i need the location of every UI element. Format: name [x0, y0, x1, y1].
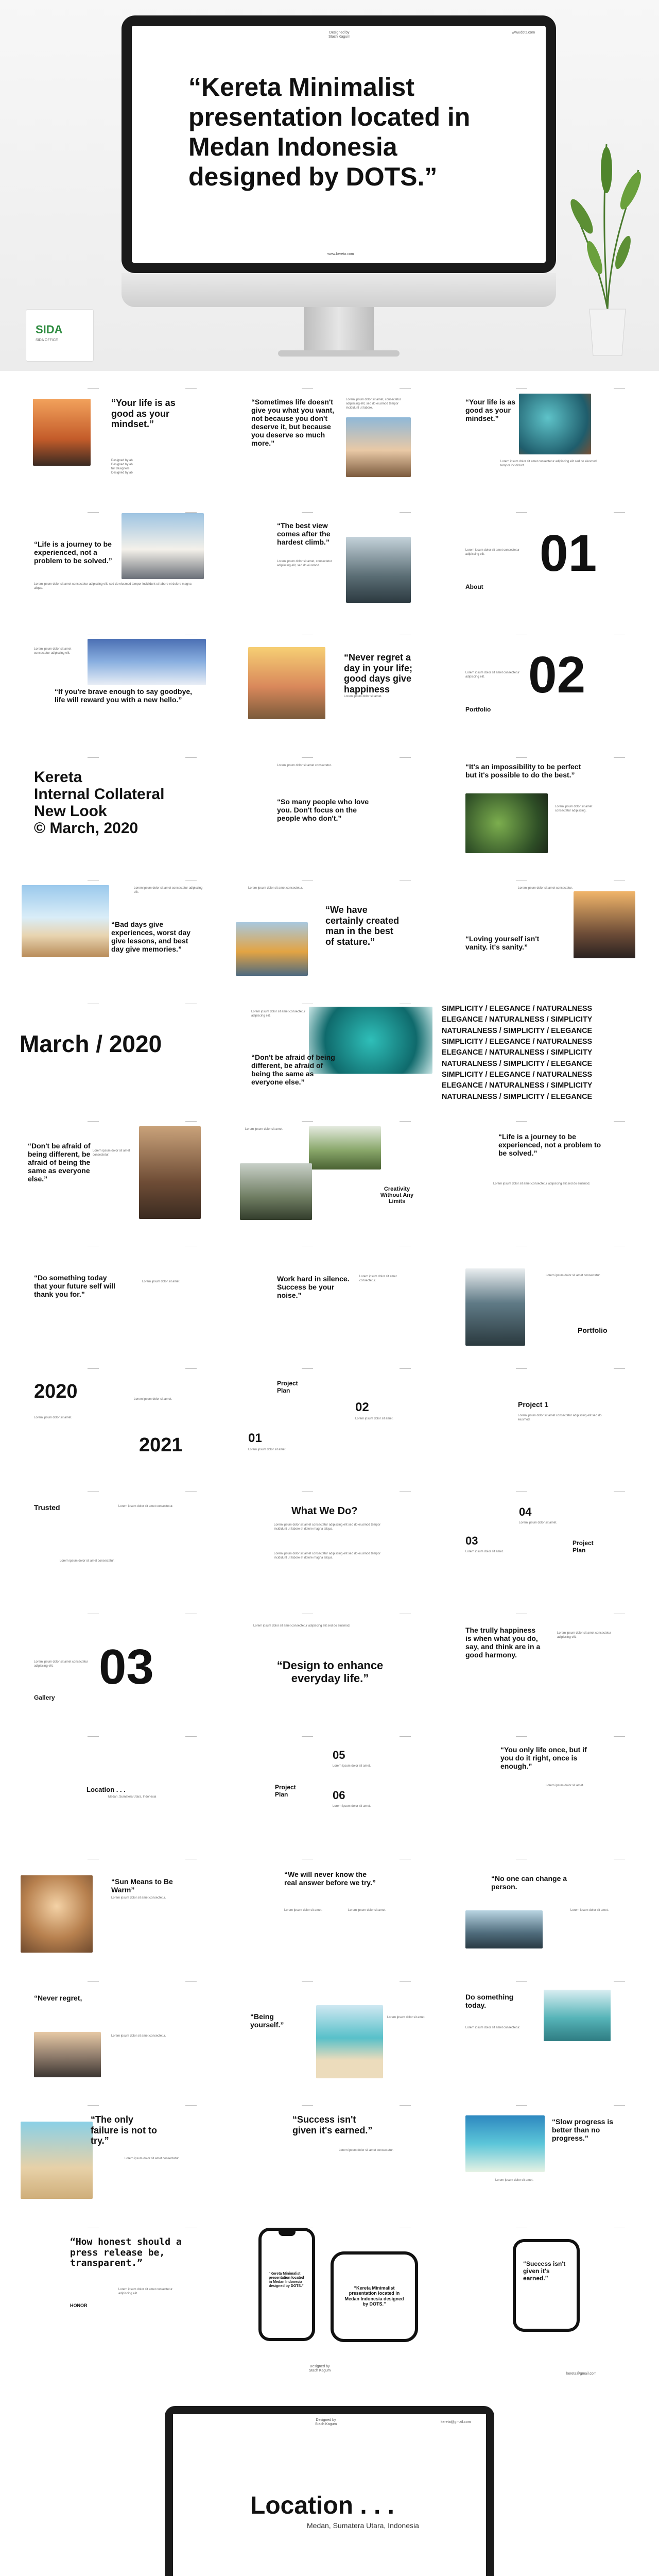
slide-28-body-b: Lorem ipsum dolor sit amet consectetur. — [60, 1560, 115, 1563]
slide-22-body: Lorem ipsum dolor sit amet. — [142, 1280, 181, 1283]
beach-woman-image — [316, 2005, 383, 2078]
hero-section — [0, 0, 659, 371]
slide-34 — [10, 1734, 220, 1852]
slide-37-body: Lorem ipsum dolor sit amet consectetur. — [111, 1896, 166, 1900]
slide-7-quote: “If you're brave enough to say goodbye, life will reward you with a new hello.” — [55, 687, 193, 704]
slide-8-quote: “Never regret a day in your life; good days give happiness — [344, 652, 413, 695]
footer-screen-top-right-small: kereta@gmail.com — [441, 2420, 471, 2424]
slide-14 — [224, 878, 435, 995]
slide-4-quote: “Life is a journey to be experienced, not a problem to be solved.” — [34, 540, 112, 565]
calendar-subtitle: SIDA OFFICE — [36, 338, 58, 342]
slide-14-quote: “We have certainly created man in the best of stature.” — [325, 905, 400, 947]
slide-3-quote: “Your life is as good as your mindset.” — [465, 398, 515, 423]
footer-screen-top-small: Designed by Stach Kagum — [315, 2418, 337, 2427]
beach-jump-image — [21, 2122, 93, 2199]
phone-1-text: “Kereta Minimalist presentation located in Medan Indonesia designed by DOTS.” — [269, 2272, 304, 2289]
slide-25-year2: 2021 — [139, 1434, 183, 1456]
slide-23-body: Lorem ipsum dolor sit amet consectetur. — [359, 1275, 397, 1283]
slide-3 — [439, 386, 649, 504]
elegance-line: SIMPLICITY / ELEGANCE / NATURALNESS — [442, 1070, 593, 1079]
slide-19-body: Lorem ipsum dolor sit amet consectetur. — [93, 1149, 130, 1157]
slide-27 — [439, 1366, 649, 1484]
slide-12-quote: “It's an impossibility to be perfect but it's possible to do the best.” — [465, 762, 581, 779]
slide-35-num2: 06 — [333, 1789, 345, 1802]
slide-38-body-b: Lorem ipsum dolor sit amet. — [348, 1909, 387, 1912]
slide-15 — [439, 878, 649, 995]
sunset-man-image — [574, 891, 635, 958]
slide-12 — [439, 755, 649, 873]
phone-mockup-3 — [513, 2239, 580, 2332]
phone-mockup-1 — [258, 2228, 315, 2341]
footer-monitor-screen — [173, 2414, 486, 2576]
slide-35-body-b: Lorem ipsum dolor sit amet. — [333, 1805, 371, 1808]
slide-41-quote: “Being yourself.” — [250, 2012, 284, 2029]
slide-24 — [439, 1244, 649, 1361]
slide-22 — [10, 1244, 220, 1361]
slide-43-body: Lorem ipsum dolor sit amet consectetur. — [125, 2157, 180, 2160]
slide-30-num2: 04 — [519, 1505, 532, 1518]
footer-subtitle: Medan, Sumatera Utara, Indonesia — [307, 2521, 419, 2530]
slide-19-quote: “Don't be afraid of being different, be afraid of being the same as everyone else.” — [28, 1142, 91, 1183]
hero-monitor-chin — [122, 273, 556, 307]
hero-monitor-base — [278, 350, 400, 357]
slide-26-body-b: Lorem ipsum dolor sit amet. — [248, 1448, 287, 1451]
slide-40-quote: “Never regret, — [34, 1994, 82, 2002]
phone-3-text: “Success isn't given it's earned.” — [523, 2260, 566, 2282]
slide-2 — [224, 386, 435, 504]
hero-top-right-small: www.dots.com — [512, 31, 535, 35]
slide-32 — [224, 1612, 435, 1729]
elegance-line: ELEGANCE / NATURALNESS / SIMPLICITY — [442, 1048, 593, 1057]
slide-21-quote: “Life is a journey to be experienced, not a problem to be solved.” — [498, 1132, 601, 1158]
lagoon-boat-image — [544, 1990, 611, 2041]
slide-48 — [439, 2226, 649, 2343]
slide-11-quote: “So many people who love you. Don't focus on the people who don't.” — [277, 798, 369, 823]
slide-38-quote: “We will never know the real answer before we try.” — [284, 1870, 376, 1887]
tropical-island-image — [465, 2115, 545, 2172]
road-image — [34, 2032, 101, 2077]
slide-26 — [224, 1366, 435, 1484]
slide-14-body: Lorem ipsum dolor sit amet consectetur. — [248, 887, 303, 890]
slide-39-quote: “No one can change a person. — [491, 1874, 567, 1891]
slide-5-body: Lorem ipsum dolor sit amet, consectetur adipiscing elit, sed do eiusmod. — [277, 560, 332, 568]
calendar-logo: SIDA — [36, 323, 63, 336]
slide-44 — [224, 2103, 435, 2221]
phone-2-text: “Kereta Minimalist presentation located in Medan Indonesia designed by DOTS.” — [344, 2285, 404, 2307]
slide-27-label: Project 1 — [518, 1400, 549, 1409]
beach-chairs-image — [22, 885, 109, 957]
mountain-woman-image — [122, 513, 204, 579]
slide-26-num1: 01 — [248, 1431, 262, 1445]
slide-40-body: Lorem ipsum dolor sit amet consectetur. — [111, 2035, 166, 2038]
slide-1-quote: “Your life is as good as your mindset.” — [111, 398, 176, 430]
slide-27-body: Lorem ipsum dolor sit amet consectetur adipiscing elit sed do eiusmod. — [518, 1414, 602, 1422]
slide-34-body: Medan, Sumatera Utara, Indonesia — [108, 1795, 157, 1799]
slide-11-body: Lorem ipsum dolor sit amet consectetur. — [277, 764, 332, 767]
slide-17 — [224, 1002, 435, 1119]
slide-13 — [10, 878, 220, 995]
slide-1-body: Designed by ab Designed by ab full designers Designed by ab — [111, 459, 133, 475]
slide-29-body-a: Lorem ipsum dolor sit amet consectetur adipiscing elit sed do eiusmod tempor incididunt ut labore et dolore magna aliqua. — [274, 1523, 381, 1531]
elegance-line: NATURALNESS / SIMPLICITY / ELEGANCE — [442, 1059, 593, 1068]
slide-21-body: Lorem ipsum dolor sit amet consectetur adipiscing elit sed do eiusmod. — [493, 1182, 591, 1185]
beach-umbrella-image — [346, 417, 411, 477]
slide-13-quote: “Bad days give experiences, worst day give lessons, and best day give memories.” — [111, 920, 191, 954]
slide-9-label: Portfolio — [465, 706, 491, 713]
desk-calendar — [26, 309, 94, 362]
elegance-line: ELEGANCE / NATURALNESS / SIMPLICITY — [442, 1015, 593, 1024]
mountain-lake-image — [465, 1268, 525, 1346]
slide-25-body-a: Lorem ipsum dolor sit amet. — [34, 1416, 73, 1419]
slide-44-quote: “Success isn't given it's earned.” — [292, 2114, 373, 2136]
slide-6 — [439, 510, 649, 628]
slide-36-quote: “You only life once, but if you do it right, once is enough.” — [500, 1745, 587, 1771]
woman-hat-image — [21, 1875, 93, 1953]
slide-2-body: Lorem ipsum dolor sit amet, consectetur adipiscing elit, sed do eiusmod tempor incididunt ut labore. — [346, 398, 401, 410]
lake-image — [346, 537, 411, 603]
slide-46-quote: “How honest should a press release be, transparent.” — [70, 2236, 182, 2269]
hero-quote: “Kereta Minimalist presentation located in Medan Indonesia designed by DOTS.” — [188, 73, 471, 191]
slide-26-label: Project Plan — [277, 1380, 298, 1394]
slide-29 — [224, 1489, 435, 1606]
slide-21 — [439, 1119, 649, 1236]
slide-35 — [224, 1734, 435, 1852]
slide-24-body: Lorem ipsum dolor sit amet consectetur. — [546, 1274, 601, 1277]
footer-title: Location . . . — [250, 2492, 395, 2519]
slide-25 — [10, 1366, 220, 1484]
slide-33 — [439, 1612, 649, 1729]
slide-9 — [439, 633, 649, 750]
vintage-van-image — [236, 922, 308, 976]
slide-29-title: What We Do? — [291, 1505, 358, 1517]
slide-28-label: Trusted — [34, 1503, 60, 1512]
slide-9-body: Lorem ipsum dolor sit amet consectetur adipiscing elit. — [465, 671, 520, 679]
slide-23 — [224, 1244, 435, 1361]
slide-12-body: Lorem ipsum dolor sit amet consectetur adipiscing. — [555, 805, 593, 813]
slide-20-label: Creativity Without Any Limits — [380, 1186, 414, 1205]
slide-41-body: Lorem ipsum dolor sit amet. — [387, 2016, 426, 2019]
slide-30-num1: 03 — [465, 1534, 478, 1547]
slide-44-body: Lorem ipsum dolor sit amet consectetur. — [339, 2149, 394, 2152]
slide-30-body-a: Lorem ipsum dolor sit amet. — [519, 1521, 558, 1524]
slide-13-body: Lorem ipsum dolor sit amet consectetur adipiscing elit. — [134, 887, 203, 894]
phone-mockup-2 — [331, 2251, 418, 2342]
slide-7 — [10, 633, 220, 750]
slide-16-title: March / 2020 — [20, 1030, 162, 1057]
coast-image — [465, 1910, 543, 1948]
hero-bottom-small: www.kereta.com — [327, 252, 354, 256]
slide-25-year1: 2020 — [34, 1381, 78, 1402]
sun-woman-image — [248, 647, 325, 719]
slide-9-number: 02 — [528, 646, 586, 704]
slide-46-body: Lorem ipsum dolor sit amet consectetur adipiscing elit. — [118, 2288, 173, 2296]
slide-24-label: Portfolio — [578, 1326, 608, 1334]
slide-20-body: Lorem ipsum dolor sit amet. — [245, 1128, 284, 1131]
slide-33-quote: The trully happiness is when what you do, say, and think are in a good harmony. — [465, 1626, 541, 1659]
slide-30 — [439, 1489, 649, 1606]
slide-22-quote: “Do something today that your future self will thank you for.” — [34, 1274, 115, 1299]
slide-6-body: Lorem ipsum dolor sit amet consectetur adipiscing elit. — [465, 549, 520, 556]
slide-43-quote: “The only failure is not to try.” — [91, 2114, 158, 2146]
slide-6-number: 01 — [540, 524, 597, 582]
slide-15-body: Lorem ipsum dolor sit amet consectetur. — [518, 887, 573, 890]
slide-23-quote: Work hard in silence. Success be your noise.” — [277, 1275, 350, 1300]
slide-2-quote: “Sometimes life doesn't give you what you want, not because you don't deserve it, but because you deserve so much more.” — [251, 398, 335, 448]
slide-39 — [439, 1857, 649, 1974]
alley-image — [139, 1126, 201, 1219]
slide-35-label: Project Plan — [275, 1784, 296, 1798]
elegance-line: SIMPLICITY / ELEGANCE / NATURALNESS — [442, 1037, 593, 1046]
slide-4-body: Lorem ipsum dolor sit amet consectetur adipiscing elit, sed do eiusmod tempor incididunt ut labore et dolore magna aliqua. — [34, 583, 192, 590]
slide-8-body: Lorem ipsum dolor sit amet. — [344, 695, 383, 698]
foggy-valley-image — [240, 1163, 312, 1220]
slide-26-num2: 02 — [355, 1400, 369, 1414]
slide-33-body: Lorem ipsum dolor sit amet consectetur adipiscing elit. — [557, 1632, 612, 1639]
aerial-sea-image — [519, 394, 591, 454]
footer-monitor — [165, 2406, 494, 2576]
slide-31-number: 03 — [99, 1639, 154, 1694]
slide-46-label: HONOR — [70, 2303, 88, 2308]
slide-36-body: Lorem ipsum dolor sit amet. — [546, 1784, 584, 1787]
elegance-line: NATURALNESS / SIMPLICITY / ELEGANCE — [442, 1026, 593, 1035]
slide-5-quote: “The best view comes after the hardest climb.” — [277, 521, 331, 547]
slide-40 — [10, 1979, 220, 2097]
slide-15-quote: “Loving yourself isn't vanity. it's sanity.” — [465, 935, 540, 952]
slide-34-label: Location . . . — [86, 1786, 126, 1793]
slide-47 — [224, 2226, 435, 2343]
slide-38 — [224, 1857, 435, 1974]
slide-5 — [224, 510, 435, 628]
slide-4 — [10, 510, 220, 628]
hero-monitor-screen — [132, 26, 546, 263]
slide-20 — [224, 1119, 435, 1236]
slide-30-label: Project Plan — [573, 1539, 594, 1554]
slide-30-body-b: Lorem ipsum dolor sit amet. — [465, 1550, 504, 1553]
slide-35-body-a: Lorem ipsum dolor sit amet. — [333, 1765, 371, 1768]
slide-19 — [10, 1119, 220, 1236]
slide-1 — [10, 386, 220, 504]
slide-31 — [10, 1612, 220, 1729]
slide-8 — [224, 633, 435, 750]
slide-43 — [10, 2103, 220, 2221]
plant-icon — [566, 139, 649, 361]
slide-42 — [439, 1979, 649, 2097]
elegance-line: SIMPLICITY / ELEGANCE / NATURALNESS — [442, 1005, 593, 1013]
slide-10 — [10, 755, 220, 873]
slide-17-quote: “Don't be afraid of being different, be afraid of being the same as everyone else.” — [251, 1053, 335, 1087]
elegance-line: ELEGANCE / NATURALNESS / SIMPLICITY — [442, 1081, 593, 1090]
slide-6-label: About — [465, 583, 483, 590]
slide-32-quote: “Design to enhance everyday life.” — [276, 1659, 384, 1685]
city-skyline-image — [88, 639, 206, 685]
slide-42-quote: Do something today. — [465, 1993, 514, 2010]
slide-38-body-a: Lorem ipsum dolor sit amet. — [284, 1909, 323, 1912]
sunset-hand-image — [33, 399, 91, 466]
slide-18-elegance-text — [442, 1004, 647, 1103]
slide-17-body: Lorem ipsum dolor sit amet consectetur adipiscing elit. — [251, 1010, 306, 1018]
hero-monitor — [122, 15, 556, 273]
slide-45 — [439, 2103, 649, 2221]
slide-31-label: Gallery — [34, 1694, 55, 1701]
slide-3-body: Lorem ipsum dolor sit amet consectetur adipiscing elit sed do eiusmod tempor incididunt. — [500, 460, 597, 468]
slide-41 — [224, 1979, 435, 2097]
green-hills-image — [309, 1126, 381, 1170]
slide-10-title: Kereta Internal Collateral New Look © March, 2020 — [34, 769, 165, 837]
slide-36 — [439, 1734, 649, 1852]
slide-25-body-b: Lorem ipsum dolor sit amet. — [134, 1398, 172, 1401]
slide-46 — [10, 2226, 220, 2343]
slide-45-quote: “Slow progress is better than no progress.” — [552, 2117, 614, 2143]
slide-16 — [10, 1002, 220, 1119]
slide-18 — [439, 1002, 649, 1119]
slide-26-body-a: Lorem ipsum dolor sit amet. — [355, 1417, 394, 1420]
slide-28-body-a: Lorem ipsum dolor sit amet consectetur. — [118, 1505, 174, 1508]
slide-45-body: Lorem ipsum dolor sit amet. — [495, 2179, 534, 2182]
elegance-line: NATURALNESS / SIMPLICITY / ELEGANCE — [442, 1092, 593, 1101]
forest-tent-image — [465, 793, 548, 853]
footer-top-small: Designed by Stach Kagum — [309, 2365, 331, 2373]
slide-39-body: Lorem ipsum dolor sit amet. — [570, 1909, 609, 1912]
slide-37-quote: “Sun Means to Be Warm” — [111, 1877, 173, 1894]
slide-11 — [224, 755, 435, 873]
footer-top-right-small: kereta@gmail.com — [566, 2372, 597, 2376]
slide-37 — [10, 1857, 220, 1974]
slide-31-body: Lorem ipsum dolor sit amet consectetur adipiscing elit. — [34, 1660, 89, 1668]
hero-top-small: Designed by Stach Kagum — [328, 31, 351, 39]
slide-7-body: Lorem ipsum dolor sit amet consectetur adipiscing elit. — [34, 648, 72, 655]
slide-42-body: Lorem ipsum dolor sit amet consectetur. — [465, 2026, 521, 2029]
slide-28 — [10, 1489, 220, 1606]
hero-monitor-stand — [304, 307, 374, 351]
slide-35-num1: 05 — [333, 1749, 345, 1761]
slide-29-body-b: Lorem ipsum dolor sit amet consectetur adipiscing elit sed do eiusmod tempor incididunt ut labore et dolore magna aliqua. — [274, 1552, 381, 1560]
slide-32-body: Lorem ipsum dolor sit amet consectetur adipiscing elit sed do eiusmod. — [253, 1624, 351, 1628]
